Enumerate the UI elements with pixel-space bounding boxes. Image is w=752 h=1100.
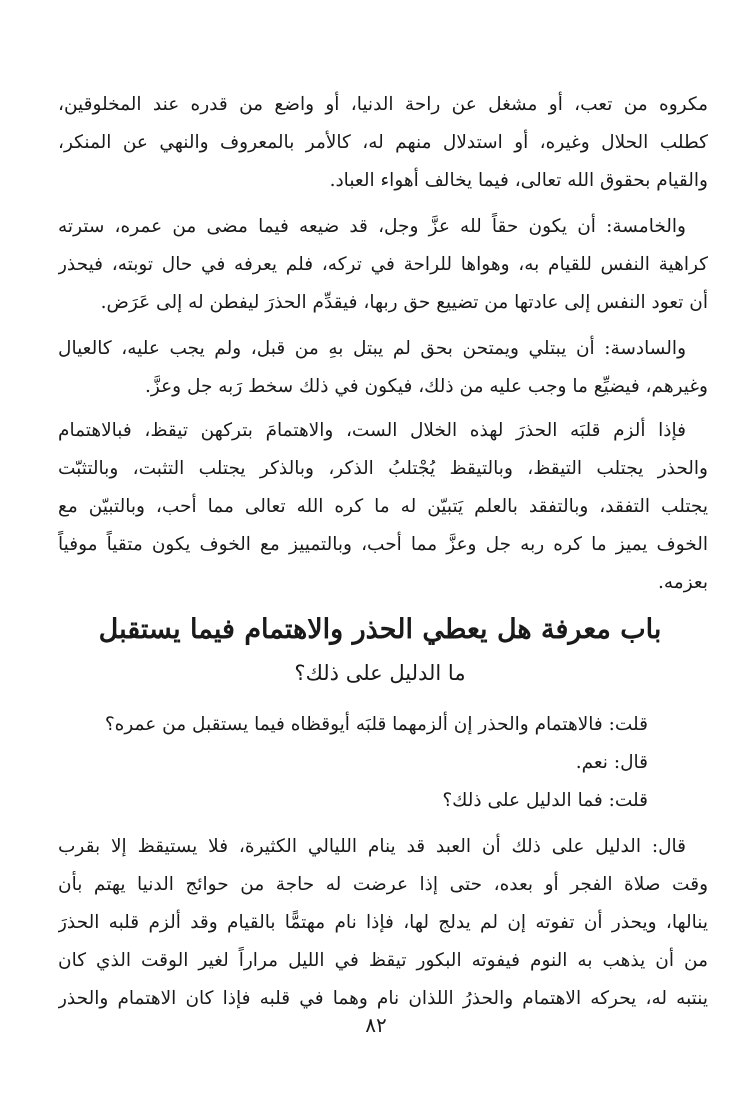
text-line: ينتبه له، يحركه الاهتمام والحذرُ اللذان نام وهما في قلبه فإذا كان الاهتمام والحذر bbox=[58, 988, 708, 1009]
question-answer-block bbox=[58, 706, 648, 820]
text-line: أن تعود النفس إلى عادتها من تضييع حق ربها، فيقدِّم الحذرَ ليفطن له إلى عَرَض. bbox=[100, 292, 708, 313]
text-line: وقت صلاة الفجر أو بعده، حتى إذا عرضت له حاجة من حوائج الدنيا يهتم بأن bbox=[58, 874, 708, 895]
text-line: قلت: فما الدليل على ذلك؟ bbox=[442, 790, 648, 811]
text-line: يجتلب التفقد، وبالتفقد بالعلم يَتبيّن له ما كره الله تعالى مما أحب، وبالتبيّن مع bbox=[58, 496, 708, 517]
text-line: مكروه من تعب، أو مشغل عن راحة الدنيا، أو واضع من قدره عند المخلوقين، bbox=[58, 94, 708, 115]
text-line: قال: الدليل على ذلك أن العبد قد ينام الليالي الكثيرة، فلا يستيقظ إلا بقرب bbox=[58, 836, 686, 857]
text-line: والسادسة: أن يبتلي ويمتحن بحق لم يبتل بهِ من قبل، ولم يجب عليه، كالعيال bbox=[58, 338, 686, 359]
text-line: وغيرهم، فيضيِّع ما وجب عليه من ذلك، فيكون في ذلك سخط رَبه جل وعزَّ. bbox=[145, 376, 708, 397]
section-heading: باب معرفة هل يعطي الحذر والاهتمام فيما يستقبل bbox=[98, 614, 662, 645]
page-number: ٨٢ bbox=[365, 1013, 387, 1037]
text-line: فإذا ألزم قلبَه الحذرَ لهذه الخلال الست، والاهتمامَ بتركهن تيقظ، فبالاهتمام bbox=[58, 420, 686, 441]
paragraph-1 bbox=[58, 86, 708, 200]
paragraph-2 bbox=[58, 208, 708, 322]
text-line: والقيام بحقوق الله تعالى، فيما يخالف أهواء العباد. bbox=[329, 170, 708, 191]
section-subheading: ما الدليل على ذلك؟ bbox=[294, 661, 466, 685]
text-line: الخوف يميز ما كره ربه جل وعزَّ مما أحب، وبالتمييز مع الخوف يكون متقياً موفياً bbox=[58, 534, 708, 555]
paragraph-4 bbox=[58, 412, 708, 602]
text-line: والخامسة: أن يكون حقاً لله عزَّ وجل، قد ضيعه فيما مضى من عمره، سترته bbox=[58, 216, 686, 237]
text-line: كراهية النفس للقيام به، وهواها للراحة في تركه، فلم يعرفه في حال توبته، فيحذر bbox=[58, 254, 708, 275]
text-line: بعزمه. bbox=[658, 572, 708, 593]
text-line: والحذر يجتلب التيقظ، وبالتيقظ يُجْتلبُ الذكر، وبالذكر يجتلب التثبت، وبالتثبّت bbox=[58, 458, 708, 479]
text-line: قال: نعم. bbox=[575, 752, 648, 773]
paragraph-3 bbox=[58, 330, 708, 406]
text-line: ينالها، ويحذر أن تفوته إن لم يدلج لها، فإذا نام مهتمًّا بالقيام وقد ألزم قلبه الحذرَ bbox=[58, 912, 708, 933]
text-line: كطلب الحلال وغيره، أو استدلال منهم له، كالأمر بالمعروف والنهي عن المنكر، bbox=[58, 132, 708, 153]
paragraph-5 bbox=[58, 828, 708, 1018]
text-line: قلت: فالاهتمام والحذر إن ألزمهما قلبَه أيوقظاه فيما يستقبل من عمره؟ bbox=[104, 714, 648, 735]
text-line: من أن يذهب به النوم فيفوته البكور تيقظ في الليل مراراً لغير الوقت الذي كان bbox=[58, 950, 708, 971]
